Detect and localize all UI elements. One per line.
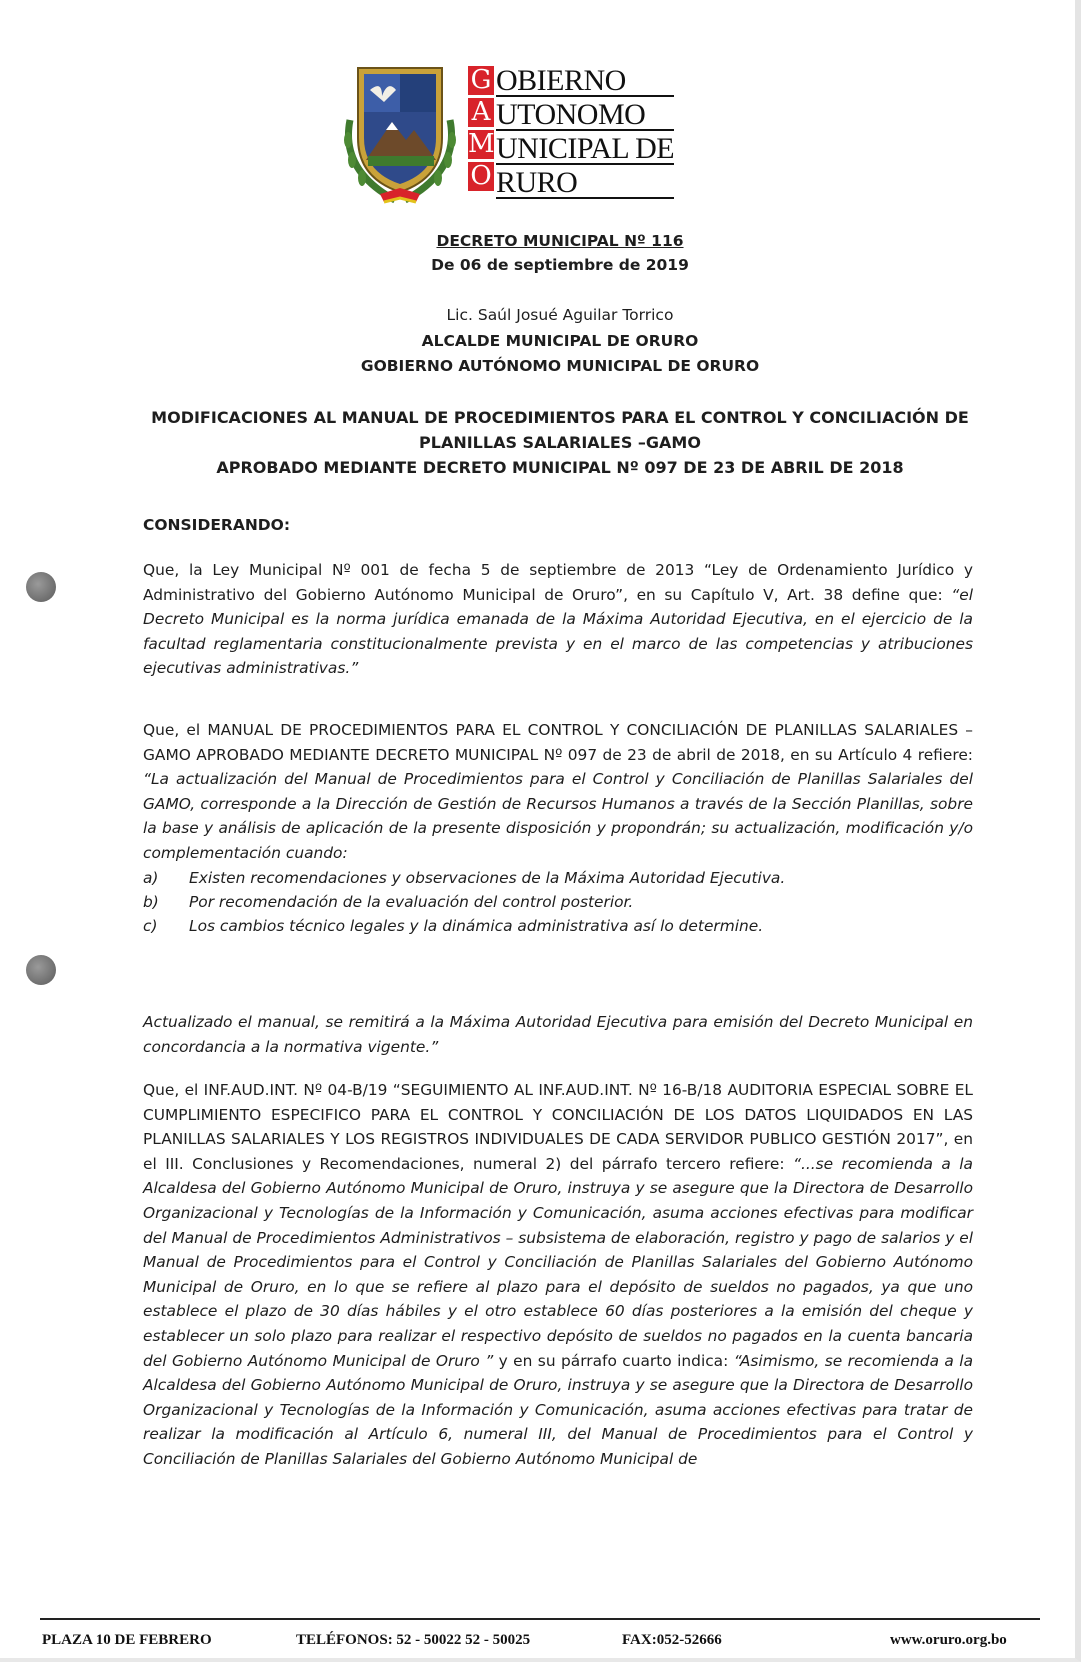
list-item bbox=[143, 914, 973, 938]
logo-letter-g: G bbox=[468, 66, 494, 95]
considerando-heading: CONSIDERANDO: bbox=[143, 516, 291, 534]
p4-quote-2: “Asimismo, se recomienda a la Alcaldesa del Gobierno Autónomo Municipal de Oruro, instruya y se asegure que la Directora de Desarrollo Organizacional y Tecnologías de la Información y Comunicación, asuma acciones efectivas para tratar de realizar la modificación al Artículo 6, numeral III, del Manual de Procedimientos para el Control y Conciliación de Planillas Salariales del Gobierno Autónomo Municipal de bbox=[143, 1351, 973, 1468]
p1-quote: “el Decreto Municipal es la norma jurídica emanada de la Máxima Autoridad Ejecutiva, en el ejercicio de la facultad reglamentaria constitucionalmente prevista y en el marco de las competencias y atribuciones ejecutivas administrativas.” bbox=[143, 585, 973, 678]
paragraph-actualizado: Actualizado el manual, se remitirá a la Máxima Autoridad Ejecutiva para emisión del Decreto Municipal en concordancia a la normativa vigente.” bbox=[143, 1013, 973, 1056]
p4-lead: Que, el INF.AUD.INT. Nº 04-B/19 “SEGUIMIENTO AL INF.AUD.INT. Nº 16-B/18 AUDITORIA ESPECIAL SOBRE EL CUMPLIMIENTO ESPECIFICO PARA EL CONTROL Y CONCILIACIÓN DE LOS DATOS LIQUIDADOS EN LAS PLANILLAS SALARIALES Y LOS REGISTROS INDIVIDUALES DE CADA SERVIDOR PUBLICO GESTIÓN 2017”, en el III. Conclusiones y Recomendaciones, numeral 2) del párrafo tercero refiere: bbox=[143, 1081, 973, 1173]
footer-website: www.oruro.org.bo bbox=[890, 1632, 1007, 1648]
logo-letter-m: M bbox=[468, 129, 495, 159]
signatory-name: Lic. Saúl Josué Aguilar Torrico bbox=[446, 306, 674, 324]
document-title bbox=[140, 405, 980, 480]
list-text: Los cambios técnico legales y la dinámica administrativa así lo determine. bbox=[189, 917, 764, 935]
conditions-list bbox=[143, 866, 973, 938]
paragraph-informe-auditoria bbox=[143, 1078, 973, 1472]
p4-mid: y en su párrafo cuarto indica: bbox=[493, 1351, 734, 1370]
logo-wordmark bbox=[496, 66, 674, 202]
p2-lead: Que, el MANUAL DE PROCEDIMIENTOS PARA EL CONTROL Y CONCILIACIÓN DE PLANILLAS SALARIALES –GAMO APROBADO MEDIANTE DECRETO MUNICIPAL Nº 097 de 23 de abril de 2018, en su Artículo 4 refiere: bbox=[143, 721, 973, 764]
logo-letter-column bbox=[468, 66, 494, 194]
list-item bbox=[143, 890, 973, 914]
paragraph-ley-municipal bbox=[143, 558, 973, 681]
list-key: a) bbox=[143, 869, 159, 887]
paragraph-manual bbox=[143, 718, 973, 866]
decree-number: DECRETO MUNICIPAL Nº 116 bbox=[436, 232, 684, 250]
footer-address: PLAZA 10 DE FEBRERO bbox=[42, 1632, 212, 1648]
coat-of-arms-icon bbox=[340, 60, 460, 210]
title-line-2: PLANILLAS SALARIALES –GAMO bbox=[419, 433, 701, 452]
logo-line-1: OBIERNO bbox=[496, 66, 674, 97]
logo-letter-a: A bbox=[468, 98, 494, 127]
footer-fax: FAX:052-52666 bbox=[622, 1632, 722, 1648]
logo-line-3: UNICIPAL DE bbox=[496, 132, 675, 165]
title-line-3: APROBADO MEDIANTE DECRETO MUNICIPAL Nº 097 DE 23 DE ABRIL DE 2018 bbox=[216, 458, 904, 477]
gamo-logo bbox=[340, 60, 760, 210]
punch-hole-bottom bbox=[26, 955, 56, 985]
list-item bbox=[143, 866, 973, 890]
decree-date: De 06 de septiembre de 2019 bbox=[431, 256, 689, 274]
title-line-1: MODIFICACIONES AL MANUAL DE PROCEDIMIENTOS PARA EL CONTROL Y CONCILIACIÓN DE bbox=[151, 408, 969, 427]
list-key: b) bbox=[143, 893, 159, 911]
logo-letter-o: O bbox=[468, 162, 494, 191]
logo-line-2: UTONOMO bbox=[496, 100, 674, 131]
government-name: GOBIERNO AUTÓNOMO MUNICIPAL DE ORURO bbox=[360, 357, 760, 375]
footer-divider bbox=[40, 1618, 1040, 1620]
logo-line-4: RURO bbox=[496, 168, 674, 199]
p1-lead: Que, la Ley Municipal Nº 001 de fecha 5 de septiembre de 2013 “Ley de Ordenamiento Jurídico y Administrativo del Gobierno Autónomo Municipal de Oruro”, en su Capítulo V, Art. 38 define que: bbox=[143, 561, 973, 604]
p2-quote: “La actualización del Manual de Procedimientos para el Control y Conciliación de Planillas Salariales del GAMO, corresponde a la Dirección de Gestión de Recursos Humanos a través de la Sección Planillas, sobre la base y análisis de aplicación de la presente disposición y propondrán; su actualización, modificación y/o complementación cuando: bbox=[143, 770, 973, 862]
p4-quote-1: “...se recomienda a la Alcaldesa del Gobierno Autónomo Municipal de Oruro, instruya y se asegure que la Directora de Desarrollo Organizacional y Tecnologías de la Información y Comunicación, asuma acciones efectivas para modificar del Manual de Procedimientos Administrativos – subsistema de elaboración, registro y pago de salarios y el Manual de Procedimientos para el Control y Conciliación de Planillas Salariales del Gobierno Autónomo Municipal de Oruro, en lo que se refiere al plazo para el depósito de sueldos no pagados, ya que uno establece el plazo de 30 días hábiles y el otro establece 60 días posteriores a la emisión del cheque y establecer un solo plazo para realizar el respectivo depósito de sueldos no pagados en la cuenta bancaria del Gobierno Autónomo Municipal de Oruro ” bbox=[143, 1154, 973, 1370]
signatory-role: ALCALDE MUNICIPAL DE ORURO bbox=[421, 332, 699, 350]
list-key: c) bbox=[143, 917, 158, 935]
punch-hole-top bbox=[26, 572, 56, 602]
list-text: Existen recomendaciones y observaciones de la Máxima Autoridad Ejecutiva. bbox=[189, 869, 786, 887]
list-text: Por recomendación de la evaluación del control posterior. bbox=[189, 893, 634, 911]
footer-phones: TELÉFONOS: 52 - 50022 52 - 50025 bbox=[296, 1632, 531, 1648]
